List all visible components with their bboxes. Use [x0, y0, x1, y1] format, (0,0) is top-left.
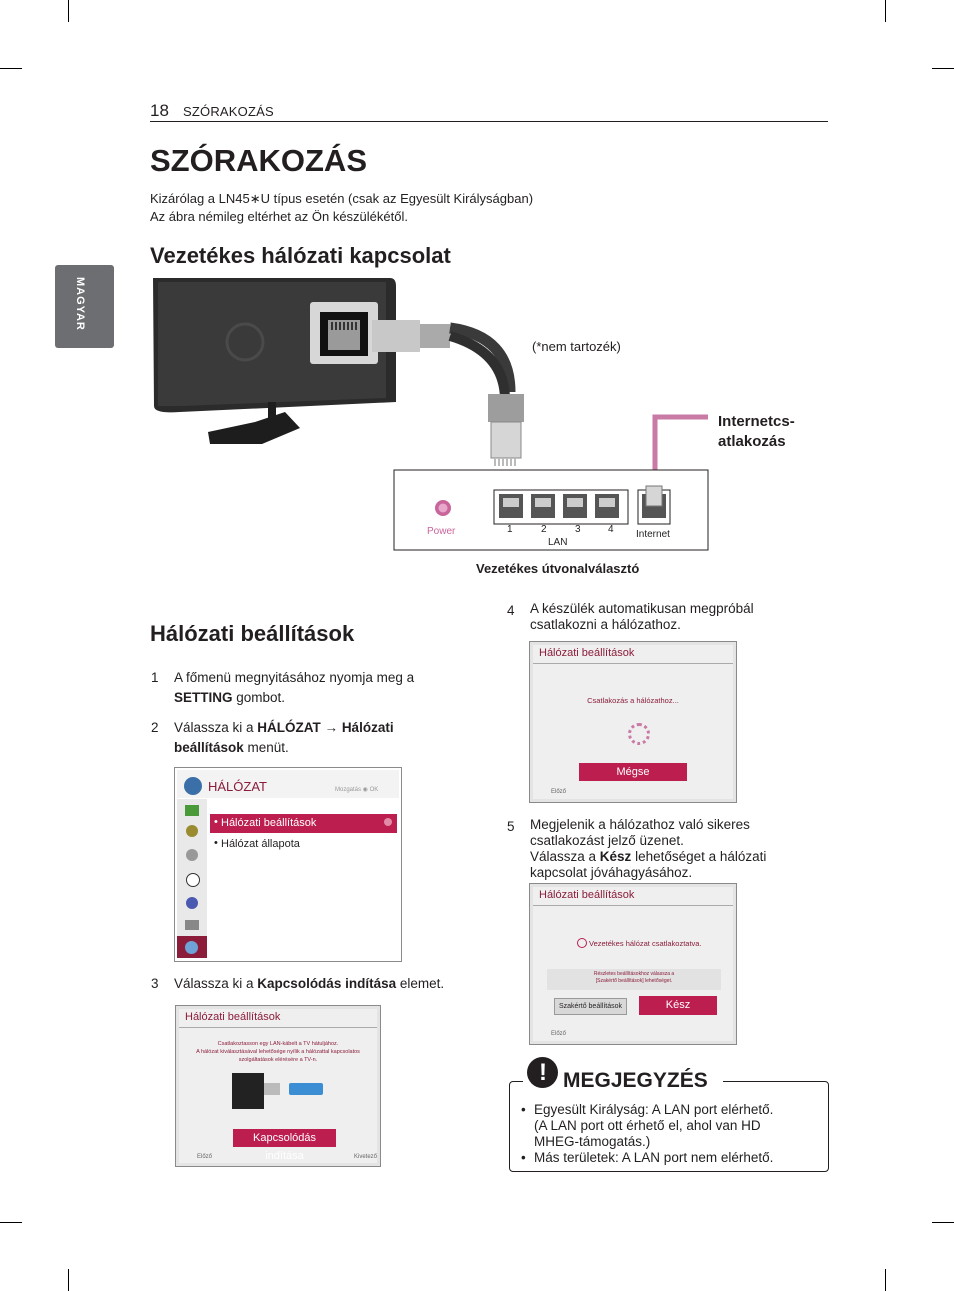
- wall-jack-label: [718, 412, 795, 452]
- crop-mark: [0, 68, 22, 69]
- step-3-rest: elemet.: [396, 976, 445, 991]
- connected-screenshot: [529, 883, 737, 1045]
- cancel-button[interactable]: Mégse: [579, 763, 687, 781]
- dialog-divider: [533, 663, 733, 664]
- exclamation-icon: !: [527, 1057, 558, 1088]
- done-option-name: Kész: [599, 849, 632, 864]
- step-number: 3: [151, 976, 159, 991]
- step-4-line-1: A készülék automatikusan megpróbál: [530, 601, 754, 616]
- note-heading: MEGJEGYZÉS: [563, 1069, 708, 1092]
- done-button[interactable]: Kész: [639, 996, 717, 1015]
- step-number: 1: [151, 670, 159, 685]
- menu-item-name-cont: beállítások: [174, 740, 244, 755]
- start-connection-screenshot: [175, 1005, 381, 1167]
- note-item-2: Más területek: A LAN port nem elérhető.: [534, 1150, 774, 1165]
- dialog-line-1: Csatlakoztasson egy LAN-kábelt a TV hátuljához.: [217, 1041, 339, 1047]
- back-label[interactable]: Előző: [551, 1031, 567, 1037]
- page-number: 18: [150, 101, 169, 120]
- step-3: [151, 974, 471, 996]
- dialog-message: [179, 1040, 377, 1064]
- lock-icon[interactable]: [186, 897, 198, 909]
- dialog-divider: [179, 1027, 377, 1028]
- dialog-panel: [179, 1009, 377, 1163]
- step-text: [174, 974, 444, 994]
- dialog-title: Hálózati beállítások: [185, 1011, 281, 1023]
- clock-icon[interactable]: [186, 873, 200, 887]
- not-included-note: (*nem tartozék): [532, 339, 621, 354]
- network-menu-screenshot: [174, 767, 402, 962]
- intro-line-2: Az ábra némileg eltérhet az Ön készülékétől.: [150, 209, 408, 224]
- language-tab: [55, 265, 114, 348]
- globe-icon: [185, 941, 198, 954]
- connecting-message: Csatlakozás a hálózathoz...: [587, 696, 679, 705]
- header-rule: [150, 121, 828, 122]
- step-text: [174, 718, 394, 758]
- router-caption: Vezetékes útvonalválasztó: [476, 561, 640, 576]
- note-item-1-line-3: MHEG-támogatás.): [534, 1134, 651, 1149]
- step-4: [507, 601, 827, 641]
- menu-item-label: Hálózati beállítások: [221, 817, 317, 829]
- language-tab-label: MAGYAR: [74, 277, 86, 331]
- step-2: [151, 718, 451, 758]
- step-text: [530, 817, 766, 881]
- step-3-line-1: Válassza ki a: [174, 976, 258, 991]
- crop-mark: [68, 0, 69, 22]
- crop-mark: [0, 1222, 22, 1223]
- step-5: [507, 817, 827, 881]
- network-icon-selected[interactable]: [177, 936, 207, 958]
- menu-item-name: Hálózati: [341, 720, 394, 735]
- step-5-line-2: csatlakozást jelző üzenet.: [530, 833, 684, 848]
- enter-icon: [384, 818, 392, 826]
- step-2-rest: menüt.: [243, 740, 289, 755]
- lan-port-3-label: 3: [575, 524, 581, 535]
- step-4-line-2: csatlakozni a hálózathoz.: [530, 617, 681, 632]
- menu-item-network-settings[interactable]: • Hálózati beállítások: [210, 814, 397, 833]
- lan-label: LAN: [548, 537, 568, 548]
- step-number: 5: [507, 819, 515, 834]
- expert-settings-button[interactable]: Szakértő beállítások: [554, 998, 627, 1015]
- lan-port-4-label: 4: [608, 524, 614, 535]
- step-1-rest: gombot.: [232, 690, 286, 705]
- dialog-title: Hálózati beállítások: [539, 647, 635, 659]
- expert-hint-line-1: Részletes beállításokhoz válassza a: [593, 971, 675, 977]
- intro-line-1: Kizárólag a LN45∗U típus esetén (csak az Egyesült Királyságban): [150, 191, 534, 206]
- step-number: 2: [151, 720, 159, 735]
- lan-port-2-label: 2: [541, 524, 547, 535]
- crop-mark: [68, 1269, 69, 1291]
- menu-icon-column: [177, 799, 207, 958]
- lan-plug-icon: [264, 1083, 280, 1095]
- tv-icon: [232, 1073, 264, 1109]
- step-5-line-3-rest: lehetőséget a hálózati: [631, 849, 767, 864]
- wall-jack-label-line-1: Internetcs-: [718, 413, 795, 430]
- note-item: • Egyesült Királyság: A LAN port elérhető. (A LAN port ott érhető el, ahol van HD MHEG-támogatás.): [521, 1102, 774, 1149]
- step-2-line-1: Válassza ki a: [174, 720, 258, 735]
- note-item-1-line-2: (A LAN port ott érhető el, ahol van HD: [534, 1118, 761, 1133]
- page-title: SZÓRAKOZÁS: [150, 143, 367, 178]
- menu-item-network-status[interactable]: • Hálózat állapota: [214, 837, 300, 850]
- step-1-line-1: A főmenü megnyitásához nyomja meg a: [174, 670, 415, 685]
- wired-heading: Vezetékes hálózati kapcsolat: [150, 243, 451, 268]
- step-text: [530, 601, 754, 633]
- lan-cable-icon: [289, 1083, 323, 1095]
- dialog-title: Hálózati beállítások: [539, 889, 635, 901]
- crop-mark: [932, 68, 954, 69]
- expert-hint-line-2: [Szakértő beállítások] lehetőséget.: [595, 978, 673, 984]
- menu-title: HÁLÓZAT: [208, 779, 267, 794]
- picture-icon[interactable]: [185, 805, 199, 816]
- wired-connection-diagram: [150, 272, 720, 557]
- network-globe-icon: [184, 777, 202, 795]
- dialog-panel: [533, 887, 733, 1041]
- info-icon: [577, 938, 587, 948]
- menu-network-name: HÁLÓZAT: [257, 720, 321, 735]
- lan-port-1-label: 1: [507, 524, 513, 535]
- intro-text: [150, 190, 533, 226]
- internet-port-label: Internet: [636, 529, 670, 540]
- note-header: [523, 1057, 723, 1097]
- crop-mark: [932, 1222, 954, 1223]
- dialog-line-3: szolgáltatások elérésére a TV-n.: [238, 1057, 318, 1063]
- option-icon[interactable]: [185, 920, 199, 930]
- channel-icon[interactable]: [186, 849, 198, 861]
- note-item: • Más területek: A LAN port nem elérhető.: [521, 1150, 774, 1165]
- dialog-divider: [533, 905, 733, 906]
- menu-item-label: Hálózat állapota: [221, 838, 300, 850]
- wall-jack-label-line-2: atlakozás: [718, 433, 786, 450]
- arrow: →: [320, 720, 342, 735]
- back-label[interactable]: Előző: [197, 1154, 213, 1160]
- start-connection-name: Kapcsolódás indítása: [257, 976, 397, 991]
- step-5-line-4: kapcsolat jóváhagyásához.: [530, 865, 693, 880]
- step-number: 4: [507, 603, 515, 618]
- step-5-line-3: Válassza a: [530, 849, 600, 864]
- dialog-panel: [533, 645, 733, 799]
- connecting-screenshot: [529, 641, 737, 803]
- step-5-line-1: Megjelenik a hálózathoz való sikeres: [530, 817, 750, 832]
- crop-mark: [885, 1269, 886, 1291]
- setting-button-name: SETTING: [174, 690, 233, 705]
- step-text: [174, 668, 414, 708]
- audio-icon[interactable]: [186, 825, 198, 837]
- dialog-line-2: A hálózat kiválasztásával lehetősége nyílik a hálózattal kapcsolatos: [196, 1049, 360, 1055]
- note-item-1-line-1: Egyesült Királyság: A LAN port elérhető.: [534, 1102, 774, 1117]
- power-label: Power: [427, 526, 456, 537]
- loading-spinner-icon: [628, 723, 650, 745]
- exit-label[interactable]: Kivetező: [354, 1154, 378, 1160]
- running-header: SZÓRAKOZÁS: [183, 104, 274, 119]
- note-list: [521, 1102, 773, 1166]
- back-label[interactable]: Előző: [551, 789, 567, 795]
- start-connection-button[interactable]: Kapcsolódás indítása: [233, 1129, 336, 1147]
- expert-hint: [547, 969, 721, 990]
- menu-hint: Mozgatás ◉ OK: [335, 787, 379, 793]
- connected-message: Vezetékes hálózat csatlakoztatva.: [589, 939, 702, 948]
- settings-heading: Hálózati beállítások: [150, 621, 355, 646]
- step-1: [151, 668, 451, 708]
- crop-mark: [885, 0, 886, 22]
